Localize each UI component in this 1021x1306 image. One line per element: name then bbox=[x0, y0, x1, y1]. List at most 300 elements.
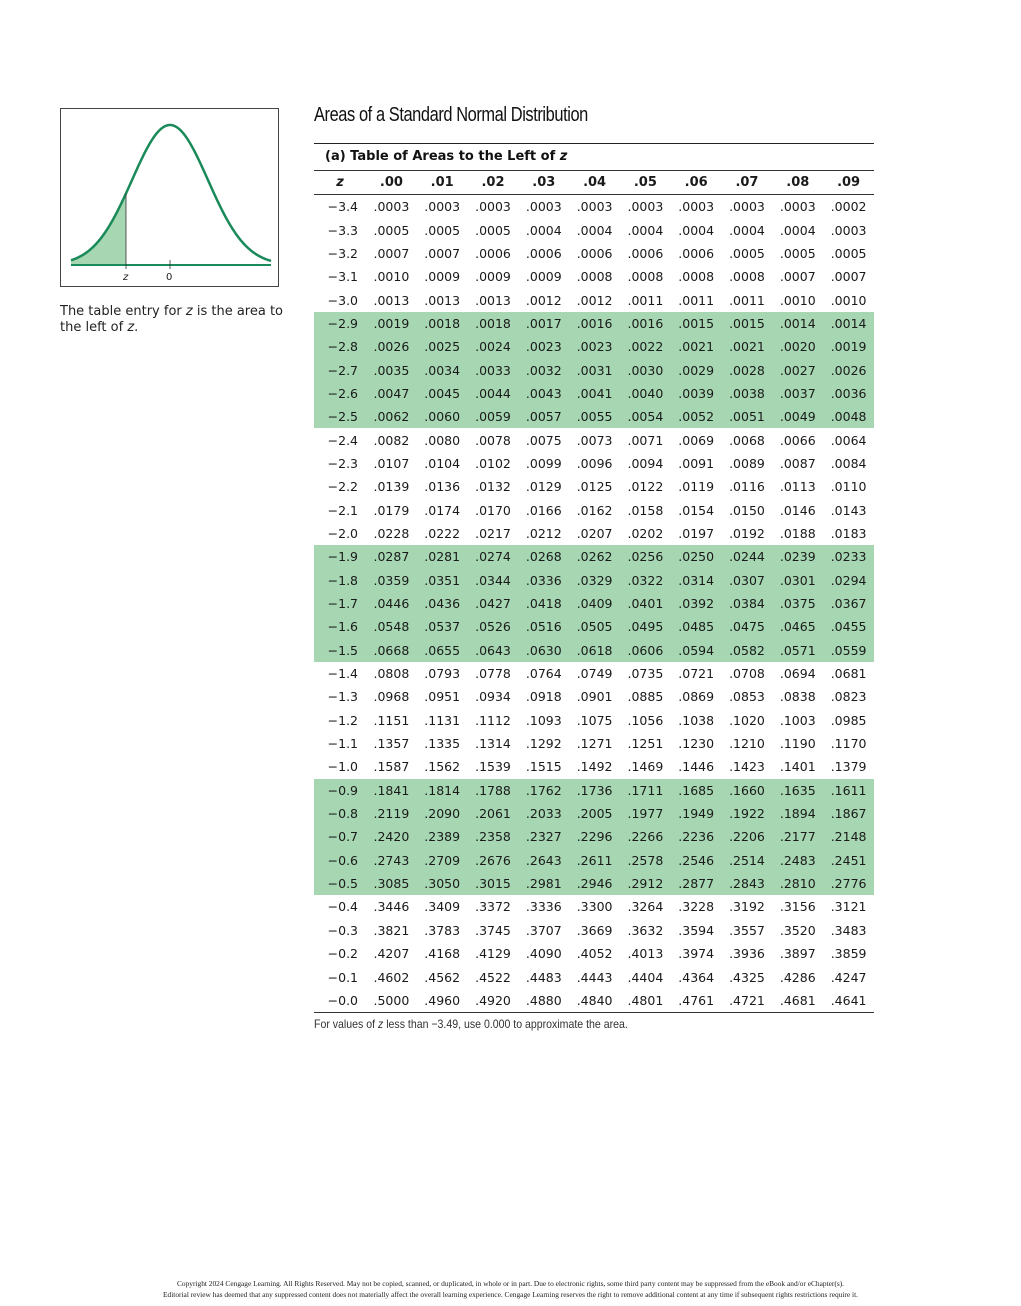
area-cell: .0116 bbox=[729, 479, 765, 495]
area-cell: .0212 bbox=[525, 525, 562, 541]
area-cell: .3821 bbox=[373, 922, 410, 938]
area-cell: .0307 bbox=[722, 569, 773, 592]
area-cell: .0071 bbox=[627, 432, 664, 448]
area-cell: .0207 bbox=[576, 525, 613, 541]
area-cell: .3336 bbox=[525, 899, 562, 915]
area-cell: .2420 bbox=[366, 825, 417, 848]
row-z-value: −1.4 bbox=[327, 666, 358, 682]
area-cell: .3707 bbox=[525, 922, 562, 938]
area-cell: .0013 bbox=[475, 292, 511, 308]
copyright-line-1: Copyright 2024 Cengage Learning. All Rights Reserved. May not be copied, scanned, or duplicated, in whole or in part. Due to electronic rights, some third party content may be suppressed from the eBook and/or eChapter(s). bbox=[176, 1279, 845, 1288]
area-cell: .3745 bbox=[475, 922, 511, 938]
row-z-value: −3.3 bbox=[327, 222, 358, 238]
table-subtitle bbox=[314, 144, 874, 170]
area-cell: .1357 bbox=[373, 736, 410, 752]
area-cell: .0655 bbox=[417, 639, 468, 662]
area-cell: .2743 bbox=[366, 849, 417, 872]
area-cell: .0694 bbox=[779, 666, 816, 682]
area-cell: .0029 bbox=[671, 358, 722, 381]
table-row bbox=[314, 428, 874, 451]
table-row bbox=[314, 358, 874, 381]
area-cell: .1977 bbox=[620, 802, 671, 825]
area-cell: .0401 bbox=[620, 592, 671, 615]
area-cell: .0150 bbox=[729, 502, 765, 518]
area-cell: .2236 bbox=[671, 825, 722, 848]
area-cell: .0262 bbox=[569, 545, 620, 568]
area-cell: .0057 bbox=[518, 405, 569, 428]
area-cell: .0015 bbox=[722, 312, 773, 335]
area-cell: .0146 bbox=[779, 502, 816, 518]
area-cell: .0022 bbox=[620, 335, 671, 358]
area-cell: .0066 bbox=[779, 432, 816, 448]
area-cell: .0004 bbox=[779, 222, 816, 238]
table-row bbox=[314, 709, 874, 732]
table-row bbox=[314, 872, 874, 895]
area-cell: .3669 bbox=[576, 922, 613, 938]
area-cell: .1611 bbox=[823, 779, 874, 802]
area-cell: .0005 bbox=[729, 245, 765, 261]
area-cell: .2483 bbox=[772, 849, 823, 872]
row-z-value: −3.2 bbox=[327, 245, 358, 261]
area-cell: .0003 bbox=[373, 199, 410, 215]
area-cell: .2709 bbox=[417, 849, 468, 872]
area-cell: .1190 bbox=[779, 736, 816, 752]
area-cell: .0505 bbox=[569, 615, 620, 638]
table-row bbox=[314, 685, 874, 708]
area-cell: .0708 bbox=[729, 666, 765, 682]
area-cell: .1762 bbox=[518, 779, 569, 802]
row-z-value: −2.0 bbox=[327, 525, 358, 541]
area-cell: .0885 bbox=[627, 689, 664, 705]
row-z-value: −2.6 bbox=[314, 382, 366, 405]
area-cell: .0233 bbox=[823, 545, 874, 568]
area-cell: .1038 bbox=[678, 712, 715, 728]
row-z-value: −0.5 bbox=[314, 872, 366, 895]
row-z-value: −0.7 bbox=[314, 825, 366, 848]
area-cell: .0026 bbox=[366, 335, 417, 358]
area-cell: .3192 bbox=[729, 899, 765, 915]
area-cell: .0036 bbox=[823, 382, 874, 405]
table-row bbox=[314, 382, 874, 405]
area-cell: .0010 bbox=[830, 292, 867, 308]
area-cell: .0003 bbox=[779, 199, 816, 215]
footnote-var: z bbox=[377, 1017, 384, 1031]
table-row bbox=[314, 755, 874, 778]
area-cell: .0039 bbox=[671, 382, 722, 405]
row-z-value: −1.9 bbox=[314, 545, 366, 568]
area-cell: .0019 bbox=[366, 312, 417, 335]
area-cell: .0344 bbox=[468, 569, 519, 592]
area-cell: .0062 bbox=[366, 405, 417, 428]
area-cell: .0080 bbox=[424, 432, 461, 448]
area-cell: .2005 bbox=[569, 802, 620, 825]
area-cell: .0823 bbox=[830, 689, 867, 705]
area-cell: .3372 bbox=[475, 899, 511, 915]
area-cell: .1151 bbox=[373, 712, 410, 728]
area-cell: .0014 bbox=[772, 312, 823, 335]
area-cell: .1314 bbox=[475, 736, 511, 752]
area-cell: .1271 bbox=[576, 736, 613, 752]
area-cell: .0202 bbox=[627, 525, 664, 541]
area-cell: .2946 bbox=[569, 872, 620, 895]
row-z-value: −2.2 bbox=[327, 479, 358, 495]
header-col: .04 bbox=[569, 171, 620, 195]
area-cell: .0019 bbox=[823, 335, 874, 358]
area-cell: .0256 bbox=[620, 545, 671, 568]
area-cell: .0125 bbox=[576, 479, 613, 495]
area-cell: .0007 bbox=[830, 269, 867, 285]
area-cell: .4562 bbox=[424, 969, 461, 985]
area-cell: .0069 bbox=[678, 432, 715, 448]
area-cell: .2119 bbox=[366, 802, 417, 825]
area-cell: .1131 bbox=[424, 712, 461, 728]
area-cell: .0084 bbox=[830, 455, 867, 471]
area-cell: .4761 bbox=[671, 989, 722, 1013]
area-cell: .0003 bbox=[678, 199, 715, 215]
caption-var-1: z bbox=[185, 304, 193, 319]
row-z-value: −1.2 bbox=[327, 712, 358, 728]
area-cell: .0119 bbox=[678, 479, 715, 495]
area-cell: .0073 bbox=[576, 432, 613, 448]
row-z-value: −1.0 bbox=[327, 759, 358, 775]
header-col: .00 bbox=[366, 171, 417, 195]
area-cell: .0034 bbox=[417, 358, 468, 381]
area-cell: .1841 bbox=[366, 779, 417, 802]
area-cell: .0721 bbox=[678, 666, 715, 682]
area-cell: .0012 bbox=[576, 292, 613, 308]
area-cell: .0009 bbox=[475, 269, 511, 285]
area-cell: .0007 bbox=[424, 245, 461, 261]
area-cell: .1075 bbox=[576, 712, 613, 728]
area-cell: .0384 bbox=[722, 592, 773, 615]
area-cell: .0052 bbox=[671, 405, 722, 428]
normal-curve-figure bbox=[60, 108, 279, 287]
area-cell: .2266 bbox=[620, 825, 671, 848]
area-cell: .0010 bbox=[373, 269, 410, 285]
area-cell: .1170 bbox=[830, 736, 867, 752]
area-cell: .3859 bbox=[830, 946, 867, 962]
header-col: .05 bbox=[620, 171, 671, 195]
area-cell: .0129 bbox=[525, 479, 562, 495]
table-row bbox=[314, 405, 874, 428]
area-cell: .0091 bbox=[678, 455, 715, 471]
header-col: .01 bbox=[417, 171, 468, 195]
area-cell: .3228 bbox=[678, 899, 715, 915]
area-cell: .4483 bbox=[525, 969, 562, 985]
table-row bbox=[314, 825, 874, 848]
area-cell: .2877 bbox=[671, 872, 722, 895]
area-cell: .0197 bbox=[678, 525, 715, 541]
area-cell: .0359 bbox=[366, 569, 417, 592]
area-cell: .3520 bbox=[779, 922, 816, 938]
area-cell: .1210 bbox=[729, 736, 765, 752]
area-cell: .5000 bbox=[366, 989, 417, 1013]
area-cell: .0041 bbox=[569, 382, 620, 405]
area-cell: .0764 bbox=[525, 666, 562, 682]
left-tail-shaded-area bbox=[71, 193, 126, 265]
area-cell: .4168 bbox=[424, 946, 461, 962]
row-z-value: −0.0 bbox=[314, 989, 366, 1013]
area-cell: .2676 bbox=[468, 849, 519, 872]
table-row bbox=[314, 335, 874, 358]
area-cell: .0122 bbox=[627, 479, 664, 495]
area-cell: .1056 bbox=[627, 712, 664, 728]
row-z-value: −2.8 bbox=[314, 335, 366, 358]
area-cell: .3936 bbox=[729, 946, 765, 962]
area-cell: .2206 bbox=[722, 825, 773, 848]
area-cell: .3483 bbox=[830, 922, 867, 938]
area-cell: .0045 bbox=[417, 382, 468, 405]
area-cell: .1379 bbox=[830, 759, 867, 775]
area-cell: .0618 bbox=[569, 639, 620, 662]
row-z-value: −0.4 bbox=[327, 899, 358, 915]
area-cell: .0351 bbox=[417, 569, 468, 592]
area-cell: .1660 bbox=[722, 779, 773, 802]
area-cell: .1685 bbox=[671, 779, 722, 802]
area-cell: .0011 bbox=[678, 292, 715, 308]
area-cell: .3557 bbox=[729, 922, 765, 938]
table-row bbox=[314, 919, 874, 942]
table-row bbox=[314, 615, 874, 638]
area-cell: .0082 bbox=[373, 432, 410, 448]
area-cell: .0075 bbox=[525, 432, 562, 448]
area-cell: .4641 bbox=[823, 989, 874, 1013]
area-cell: .0455 bbox=[823, 615, 874, 638]
area-cell: .0375 bbox=[772, 592, 823, 615]
area-cell: .2177 bbox=[772, 825, 823, 848]
table-row bbox=[314, 942, 874, 965]
area-cell: .0188 bbox=[779, 525, 816, 541]
area-cell: .0934 bbox=[475, 689, 511, 705]
area-cell: .0064 bbox=[830, 432, 867, 448]
normal-curve-graphic bbox=[61, 109, 278, 286]
area-cell: .0274 bbox=[468, 545, 519, 568]
area-cell: .0059 bbox=[468, 405, 519, 428]
caption-text-2: is the area to the left of bbox=[60, 304, 284, 335]
area-cell: .0793 bbox=[424, 666, 461, 682]
area-cell: .0007 bbox=[779, 269, 816, 285]
area-cell: .0113 bbox=[779, 479, 816, 495]
area-cell: .0003 bbox=[830, 222, 867, 238]
table-row bbox=[314, 779, 874, 802]
area-cell: .0244 bbox=[722, 545, 773, 568]
table-row bbox=[314, 569, 874, 592]
area-cell: .0322 bbox=[620, 569, 671, 592]
z-table-section bbox=[314, 143, 874, 1013]
table-body bbox=[314, 195, 874, 1013]
area-cell: .4052 bbox=[576, 946, 613, 962]
area-cell: .1020 bbox=[729, 712, 765, 728]
area-cell: .0951 bbox=[424, 689, 461, 705]
area-cell: .0968 bbox=[373, 689, 410, 705]
area-cell: .4920 bbox=[468, 989, 519, 1013]
area-cell: .2358 bbox=[468, 825, 519, 848]
table-row bbox=[314, 265, 874, 288]
area-cell: .2033 bbox=[518, 802, 569, 825]
area-cell: .0099 bbox=[525, 455, 562, 471]
area-cell: .2912 bbox=[620, 872, 671, 895]
area-cell: .0038 bbox=[722, 382, 773, 405]
area-cell: .0003 bbox=[729, 199, 765, 215]
row-z-value: −2.7 bbox=[314, 358, 366, 381]
table-row bbox=[314, 522, 874, 545]
area-cell: .1949 bbox=[671, 802, 722, 825]
area-cell: .0571 bbox=[772, 639, 823, 662]
row-z-value: −0.3 bbox=[327, 922, 358, 938]
area-cell: .0003 bbox=[525, 199, 562, 215]
header-col: .08 bbox=[772, 171, 823, 195]
area-cell: .0643 bbox=[468, 639, 519, 662]
area-cell: .0026 bbox=[823, 358, 874, 381]
row-z-value: −0.9 bbox=[314, 779, 366, 802]
header-col: .07 bbox=[722, 171, 773, 195]
area-cell: .0004 bbox=[729, 222, 765, 238]
area-cell: .0183 bbox=[830, 525, 867, 541]
table-row bbox=[314, 195, 874, 219]
table-header-row bbox=[314, 171, 874, 195]
area-cell: .3897 bbox=[779, 946, 816, 962]
area-cell: .0559 bbox=[823, 639, 874, 662]
area-cell: .0537 bbox=[417, 615, 468, 638]
area-cell: .0033 bbox=[468, 358, 519, 381]
area-cell: .2810 bbox=[772, 872, 823, 895]
area-cell: .0006 bbox=[627, 245, 664, 261]
area-cell: .0043 bbox=[518, 382, 569, 405]
area-cell: .0096 bbox=[576, 455, 613, 471]
area-cell: .0027 bbox=[772, 358, 823, 381]
area-cell: .0051 bbox=[722, 405, 773, 428]
area-cell: .0003 bbox=[576, 199, 613, 215]
area-cell: .4522 bbox=[475, 969, 511, 985]
area-cell: .0427 bbox=[468, 592, 519, 615]
area-cell: .0021 bbox=[722, 335, 773, 358]
area-cell: .0055 bbox=[569, 405, 620, 428]
area-cell: .0009 bbox=[424, 269, 461, 285]
area-cell: .0281 bbox=[417, 545, 468, 568]
area-cell: .4443 bbox=[576, 969, 613, 985]
area-cell: .0004 bbox=[525, 222, 562, 238]
area-cell: .0107 bbox=[373, 455, 410, 471]
area-cell: .0329 bbox=[569, 569, 620, 592]
area-cell: .0102 bbox=[475, 455, 511, 471]
area-cell: .4247 bbox=[830, 969, 867, 985]
area-cell: .0495 bbox=[620, 615, 671, 638]
area-cell: .4840 bbox=[569, 989, 620, 1013]
area-cell: .0749 bbox=[576, 666, 613, 682]
area-cell: .0918 bbox=[525, 689, 562, 705]
area-cell: .2296 bbox=[569, 825, 620, 848]
area-cell: .0021 bbox=[671, 335, 722, 358]
area-cell: .0132 bbox=[475, 479, 511, 495]
area-cell: .1562 bbox=[424, 759, 461, 775]
area-cell: .0485 bbox=[671, 615, 722, 638]
row-z-value: −2.5 bbox=[314, 405, 366, 428]
area-cell: .1492 bbox=[576, 759, 613, 775]
area-cell: .0222 bbox=[424, 525, 461, 541]
area-cell: .2578 bbox=[620, 849, 671, 872]
footnote-text-2: less than −3.49, use 0.000 to approximate the area. bbox=[383, 1017, 628, 1031]
area-cell: .4602 bbox=[373, 969, 410, 985]
area-cell: .3085 bbox=[366, 872, 417, 895]
area-cell: .0024 bbox=[468, 335, 519, 358]
area-cell: .2546 bbox=[671, 849, 722, 872]
row-z-value: −1.8 bbox=[314, 569, 366, 592]
area-cell: .1736 bbox=[569, 779, 620, 802]
area-cell: .4801 bbox=[620, 989, 671, 1013]
area-cell: .0465 bbox=[772, 615, 823, 638]
row-z-value: −2.1 bbox=[327, 502, 358, 518]
area-cell: .3594 bbox=[678, 922, 715, 938]
area-cell: .4681 bbox=[772, 989, 823, 1013]
area-cell: .0002 bbox=[830, 199, 867, 215]
header-col: .09 bbox=[823, 171, 874, 195]
table-row bbox=[314, 849, 874, 872]
area-cell: .4129 bbox=[475, 946, 511, 962]
area-cell: .1894 bbox=[772, 802, 823, 825]
area-cell: .2611 bbox=[569, 849, 620, 872]
table-subtitle-var: z bbox=[559, 149, 568, 164]
area-cell: .0094 bbox=[627, 455, 664, 471]
area-cell: .0301 bbox=[772, 569, 823, 592]
area-cell: .3050 bbox=[417, 872, 468, 895]
area-cell: .3264 bbox=[627, 899, 664, 915]
area-cell: .0047 bbox=[366, 382, 417, 405]
area-cell: .0025 bbox=[417, 335, 468, 358]
area-cell: .0087 bbox=[779, 455, 816, 471]
row-z-value: −2.4 bbox=[327, 432, 358, 448]
area-cell: .2451 bbox=[823, 849, 874, 872]
row-z-value: −1.1 bbox=[327, 736, 358, 752]
area-cell: .0003 bbox=[475, 199, 511, 215]
area-cell: .0007 bbox=[373, 245, 410, 261]
area-cell: .0008 bbox=[576, 269, 613, 285]
area-cell: .1587 bbox=[373, 759, 410, 775]
row-z-value: −0.1 bbox=[327, 969, 358, 985]
area-cell: .0014 bbox=[823, 312, 874, 335]
table-row bbox=[314, 545, 874, 568]
area-cell: .0516 bbox=[518, 615, 569, 638]
area-cell: .0250 bbox=[671, 545, 722, 568]
area-cell: .3015 bbox=[468, 872, 519, 895]
area-cell: .4207 bbox=[373, 946, 410, 962]
page-title: Areas of a Standard Normal Distribution bbox=[314, 104, 588, 126]
area-cell: .0005 bbox=[373, 222, 410, 238]
area-cell: .3783 bbox=[424, 922, 461, 938]
area-cell: .0778 bbox=[475, 666, 511, 682]
area-cell: .0143 bbox=[830, 502, 867, 518]
area-cell: .1251 bbox=[627, 736, 664, 752]
area-cell: .3632 bbox=[627, 922, 664, 938]
table-row bbox=[314, 288, 874, 311]
area-cell: .0735 bbox=[627, 666, 664, 682]
area-cell: .0526 bbox=[468, 615, 519, 638]
area-cell: .0003 bbox=[627, 199, 664, 215]
area-cell: .0049 bbox=[772, 405, 823, 428]
area-cell: .0008 bbox=[729, 269, 765, 285]
area-cell: .0158 bbox=[627, 502, 664, 518]
area-cell: .0089 bbox=[729, 455, 765, 471]
area-cell: .0011 bbox=[729, 292, 765, 308]
area-cell: .1515 bbox=[525, 759, 562, 775]
area-cell: .1292 bbox=[525, 736, 562, 752]
area-cell: .0418 bbox=[518, 592, 569, 615]
area-cell: .0110 bbox=[830, 479, 867, 495]
area-cell: .0005 bbox=[475, 222, 511, 238]
row-z-value: −3.0 bbox=[327, 292, 358, 308]
area-cell: .0367 bbox=[823, 592, 874, 615]
header-col: .03 bbox=[518, 171, 569, 195]
area-cell: .3974 bbox=[678, 946, 715, 962]
